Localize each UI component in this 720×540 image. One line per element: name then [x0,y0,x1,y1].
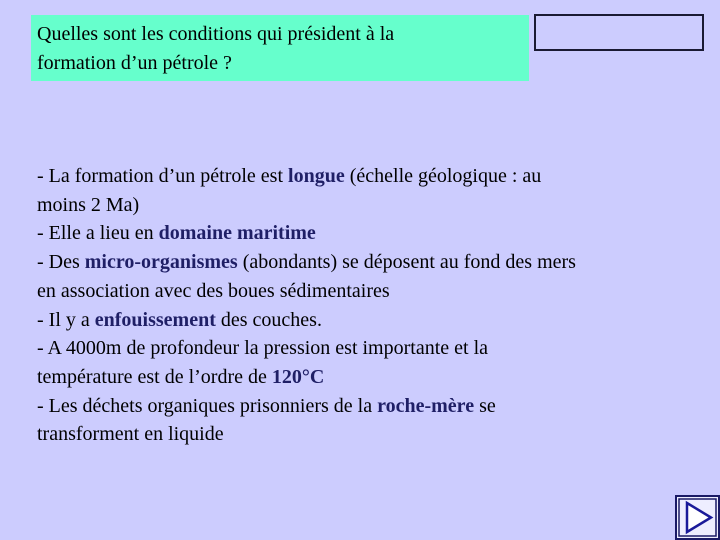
question-line: Quelles sont les conditions qui président à la [37,23,395,45]
text-run: (abondants) se déposent au fond des mers [237,251,576,274]
play-triangle-icon [675,495,720,540]
question-box [31,15,529,81]
question-line: formation d’un pétrole ? [37,52,232,74]
text-run: des couches. [215,308,322,331]
answer-placeholder-box [534,14,704,51]
text-run: - Elle a lieu en [37,222,159,245]
keyword: 120°C [271,365,325,388]
answer-text [37,162,697,449]
keyword: enfouissement [94,308,216,331]
text-run: température est de l’ordre de [37,365,272,388]
keyword: longue [288,165,345,187]
text-run: se [474,394,496,417]
keyword: roche-mère [377,394,475,417]
answer-line [37,162,697,191]
answer-line [37,363,697,392]
answer-line [37,306,697,335]
text-run: - La formation d’un pétrole est [37,165,289,187]
answer-line [37,392,697,421]
text-run: - Il y a [37,308,95,331]
answer-line [37,248,697,277]
text-run: - Des [37,251,85,274]
next-slide-button[interactable] [675,495,720,540]
answer-line: moins 2 Ma) [37,193,140,216]
answer-line [37,219,697,248]
answer-line: - A 4000m de profondeur la pression est importante et la [37,337,489,360]
text-run: - Les déchets organiques prisonniers de la [37,394,378,417]
keyword: micro-organismes [84,251,238,274]
answer-line: transforment en liquide [37,423,224,446]
keyword: domaine maritime [158,222,316,245]
answer-line: en association avec des boues sédimentaires [37,279,390,302]
text-run: (échelle géologique : au [344,165,542,187]
